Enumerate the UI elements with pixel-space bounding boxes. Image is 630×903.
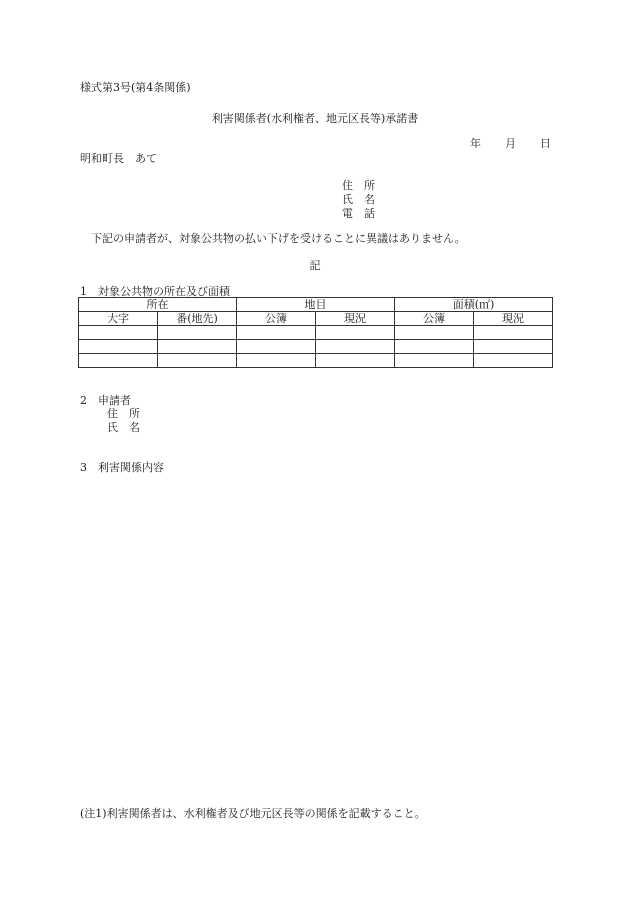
- header-land-category: 地目: [237, 298, 395, 312]
- consent-statement: 下記の申請者が、対象公共物の払い下げを受けることに異議はありません。: [91, 232, 466, 245]
- table-cell[interactable]: [158, 340, 237, 354]
- form-number: 様式第3号(第4条関係): [80, 81, 191, 94]
- header-oaza: 大字: [79, 312, 158, 326]
- table-cell[interactable]: [79, 326, 158, 340]
- applicant-name-label: 氏 名: [107, 421, 140, 434]
- table-sub-header-row: [79, 312, 553, 326]
- date-month-label: 月: [505, 137, 516, 150]
- table-cell[interactable]: [316, 354, 395, 368]
- table-cell[interactable]: [158, 354, 237, 368]
- footnote: (注1)利害関係者は、水利権者及び地元区長等の関係を記載すること。: [80, 807, 426, 820]
- addressee: 明和町長 あて: [80, 152, 157, 165]
- table-cell[interactable]: [474, 326, 553, 340]
- applicant-address-label: 住 所: [107, 407, 140, 420]
- header-category-actual: 現況: [316, 312, 395, 326]
- table-cell[interactable]: [158, 326, 237, 340]
- ki-heading: 記: [309, 259, 321, 272]
- table-cell[interactable]: [237, 340, 316, 354]
- signatory-name-label: 氏 名: [342, 193, 375, 206]
- table-cell[interactable]: [316, 340, 395, 354]
- header-location: 所在: [79, 298, 237, 312]
- table-cell[interactable]: [395, 354, 474, 368]
- date-year-label: 年: [470, 137, 481, 150]
- property-table: [78, 297, 553, 368]
- table-cell[interactable]: [395, 326, 474, 340]
- table-cell[interactable]: [79, 354, 158, 368]
- table-cell[interactable]: [474, 340, 553, 354]
- table-cell[interactable]: [237, 354, 316, 368]
- signatory-phone-label: 電 話: [342, 207, 375, 220]
- table-cell[interactable]: [79, 340, 158, 354]
- table-row: [79, 326, 553, 340]
- section1-heading: 1 対象公共物の所在及び面積: [80, 285, 230, 298]
- signatory-address-label: 住 所: [342, 179, 375, 192]
- header-lot-number: 番(地先): [158, 312, 237, 326]
- table-cell[interactable]: [237, 326, 316, 340]
- header-area-registry: 公簿: [395, 312, 474, 326]
- date-line: [470, 137, 551, 151]
- header-area-actual: 現況: [474, 312, 553, 326]
- table-row: [79, 354, 553, 368]
- section3-heading: 3 利害関係内容: [80, 461, 164, 474]
- section2-heading: 2 申請者: [80, 394, 131, 407]
- header-area: 面積(㎡): [395, 298, 553, 312]
- header-category-registry: 公簿: [237, 312, 316, 326]
- document-title: 利害関係者(水利権者、地元区長等)承諾書: [211, 112, 419, 125]
- table-cell[interactable]: [395, 340, 474, 354]
- table-cell[interactable]: [316, 326, 395, 340]
- table-cell[interactable]: [474, 354, 553, 368]
- date-day-label: 日: [540, 137, 551, 150]
- table-group-header-row: [79, 298, 553, 312]
- table-row: [79, 340, 553, 354]
